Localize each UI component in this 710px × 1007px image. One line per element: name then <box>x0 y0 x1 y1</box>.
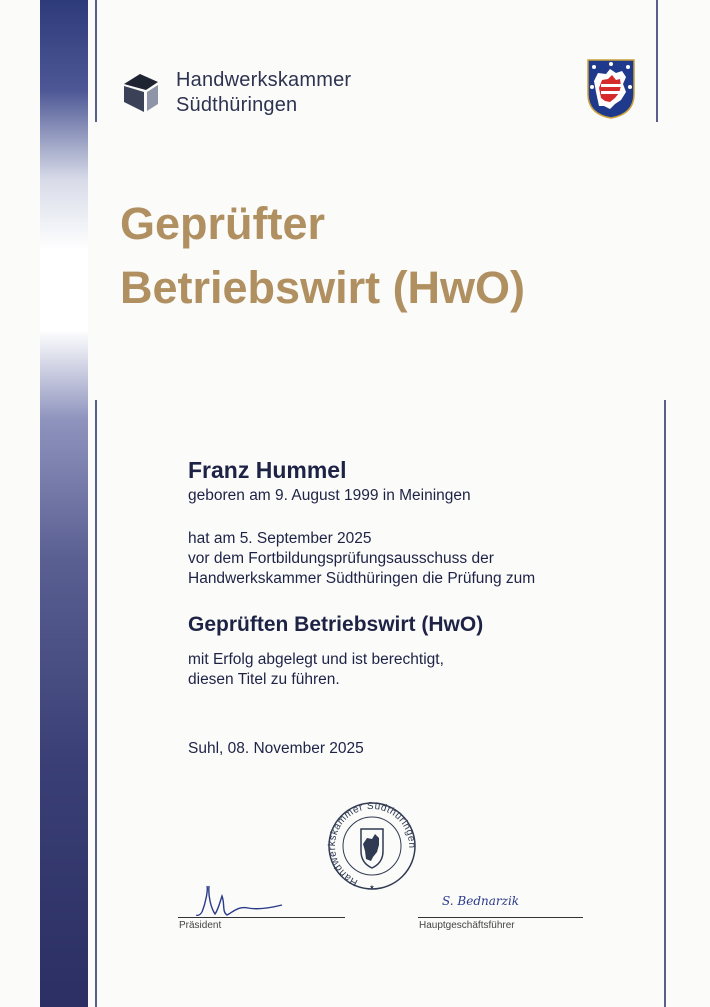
signature-line <box>178 917 345 918</box>
svg-text:★: ★ <box>369 885 375 891</box>
frame-line <box>656 0 658 122</box>
frame-line <box>664 400 666 1007</box>
place-and-date: Suhl, 08. November 2025 <box>188 740 364 757</box>
exam-date-line: hat am 5. September 2025 <box>188 530 372 547</box>
managing-director-signature: S. Bednarzik <box>442 894 520 908</box>
title-line1: Geprüfter <box>120 198 326 249</box>
certificate-body <box>188 456 535 759</box>
org-logo <box>120 68 351 118</box>
title-line2: Betriebswirt (HwO) <box>120 262 526 313</box>
decorative-band <box>40 0 88 1007</box>
birth-info: geboren am 9. August 1999 in Meiningen <box>188 487 471 504</box>
signature-line <box>418 917 583 918</box>
result-line1: mit Erfolg abgelegt und ist berechtigt, <box>188 651 444 668</box>
president-signature <box>178 882 288 918</box>
org-name <box>176 68 351 118</box>
degree-title: Geprüften Betriebswirt (HwO) <box>188 613 484 636</box>
exam-chamber-line: Handwerkskammer Südthüringen die Prüfung zum <box>188 570 536 587</box>
frame-line <box>95 0 97 122</box>
coat-of-arms-icon <box>586 58 636 120</box>
org-name-line2: Südthüringen <box>176 94 298 116</box>
seal-ring-text: Handwerkskammer Südthüringen <box>327 800 417 888</box>
exam-committee-line: vor dem Fortbildungsprüfungsausschuss der <box>188 550 494 567</box>
certificate-title <box>120 192 525 320</box>
org-name-line1: Handwerkskammer <box>176 69 352 91</box>
frame-line <box>95 400 97 1007</box>
chamber-logo-icon <box>120 70 162 116</box>
official-seal <box>327 799 417 895</box>
managing-director-label: Hauptgeschäftsführer <box>419 920 515 931</box>
result-line2: diesen Titel zu führen. <box>188 671 340 688</box>
recipient-name: Franz Hummel <box>188 457 347 483</box>
president-label: Präsident <box>179 920 222 931</box>
